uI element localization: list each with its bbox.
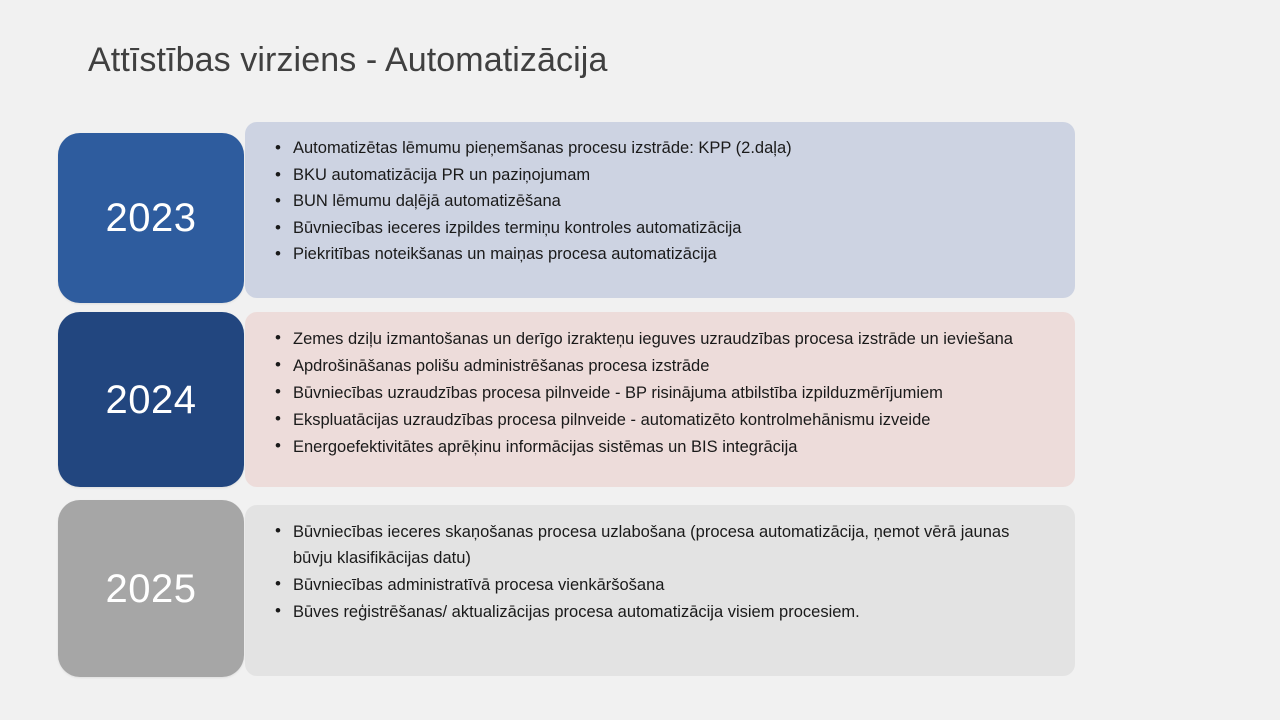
- list-item: • Būvniecības uzraudzības procesa pilnveide - BP risinājuma atbilstība izpilduzmērījumiem: [275, 380, 1051, 406]
- bullet-list-2024: [275, 326, 1051, 460]
- list-item: • Energoefektivitātes aprēķinu informācijas sistēmas un BIS integrācija: [275, 434, 1051, 460]
- list-item: • Piekritības noteikšanas un maiņas procesa automatizācija: [275, 242, 1051, 268]
- content-panel-2024: [245, 312, 1075, 487]
- list-item: • Automatizētas lēmumu pieņemšanas procesu izstrāde: KPP (2.daļa): [275, 136, 1051, 162]
- bullet-list-2025: [275, 519, 1051, 625]
- year-label: 2024: [105, 377, 197, 422]
- list-item: • Apdrošināšanas polišu administrēšanas procesa izstrāde: [275, 353, 1051, 379]
- year-chip-2025: [58, 500, 244, 677]
- content-panel-2025: [245, 505, 1075, 676]
- list-item: • BUN lēmumu daļējā automatizēšana: [275, 189, 1051, 215]
- list-item: • Būves reģistrēšanas/ aktualizācijas procesa automatizācija visiem procesiem.: [275, 599, 1051, 625]
- list-item: • BKU automatizācija PR un paziņojumam: [275, 163, 1051, 189]
- list-item: • Zemes dziļu izmantošanas un derīgo izrakteņu ieguves uzraudzības procesa izstrāde un ieviešana: [275, 326, 1051, 352]
- page-title: Attīstības virziens - Automatizācija: [88, 41, 608, 79]
- list-item: • Ekspluatācijas uzraudzības procesa pilnveide - automatizēto kontrolmehānismu izveide: [275, 407, 1051, 433]
- year-chip-2024: [58, 312, 244, 487]
- list-item: • Būvniecības ieceres skaņošanas procesa uzlabošana (procesa automatizācija, ņemot vērā jaunas būvju klasifikācijas datu): [275, 519, 1051, 571]
- bullet-list-2023: [275, 136, 1051, 268]
- year-label: 2023: [105, 196, 197, 240]
- year-label: 2025: [105, 566, 197, 611]
- year-chip-2023: [58, 133, 244, 303]
- list-item: • Būvniecības administratīvā procesa vienkāršošana: [275, 572, 1051, 598]
- content-panel-2023: [245, 122, 1075, 298]
- list-item: • Būvniecības ieceres izpildes termiņu kontroles automatizācija: [275, 216, 1051, 242]
